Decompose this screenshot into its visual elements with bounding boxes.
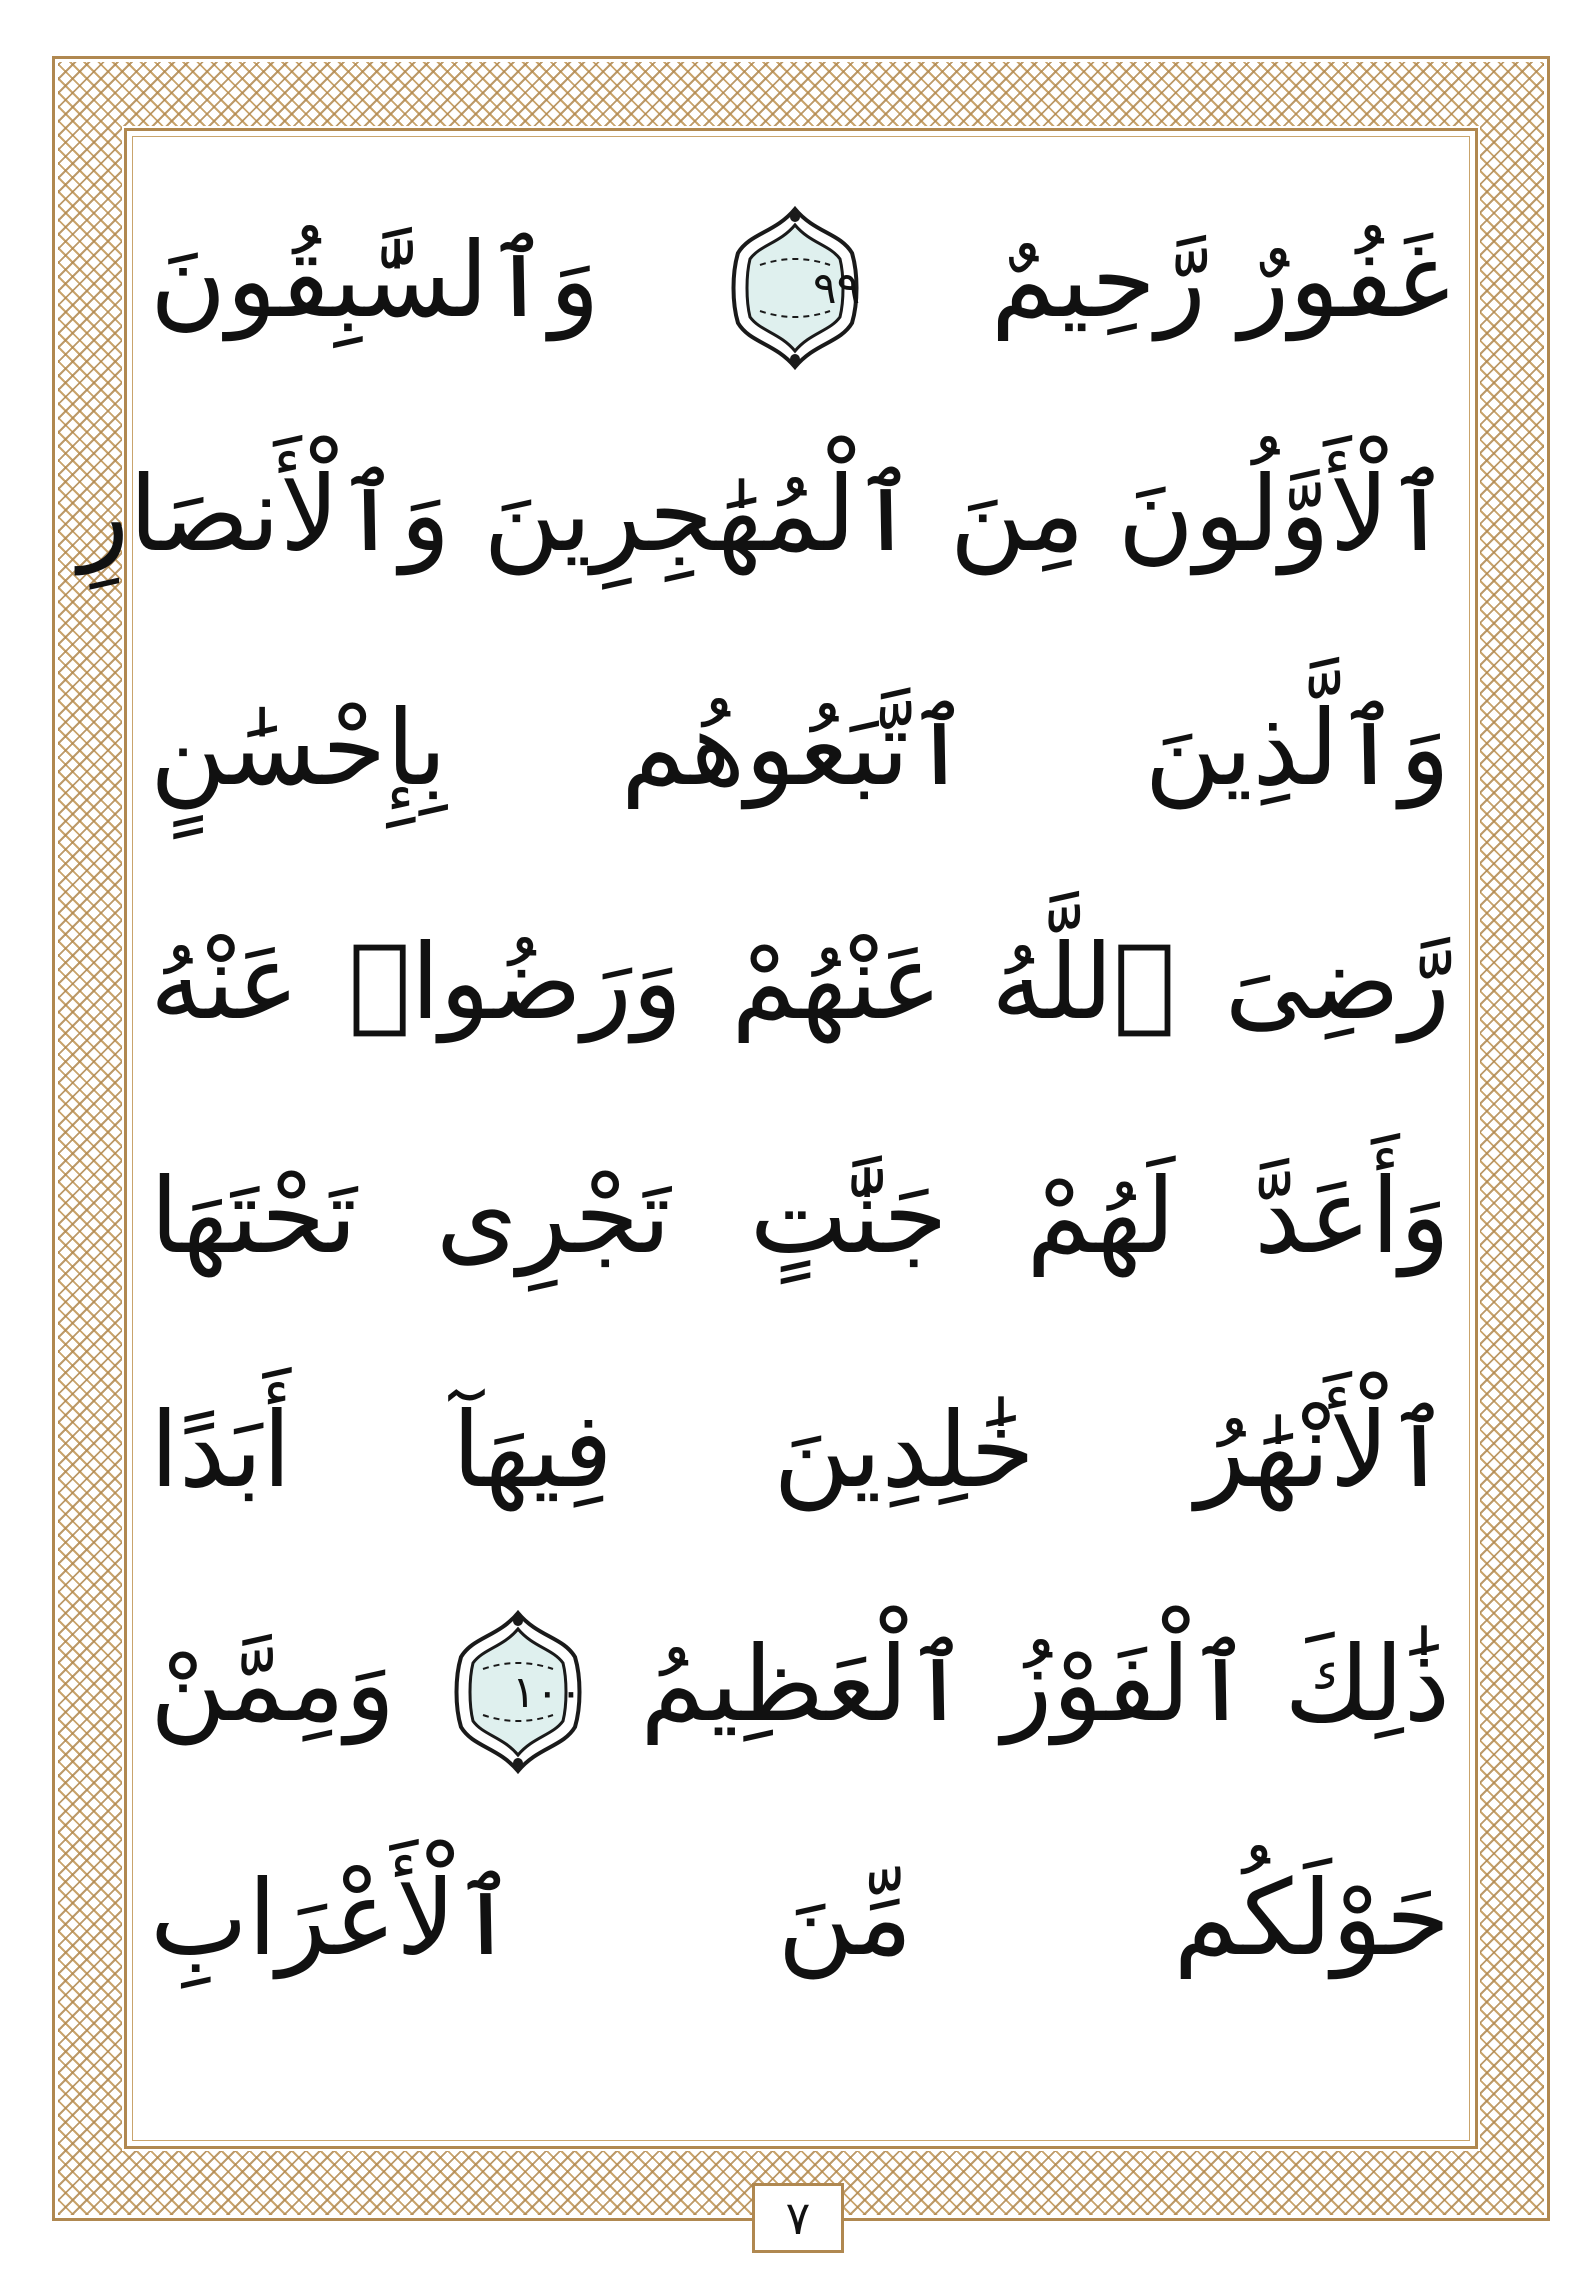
ayah-number: ٩٩: [813, 262, 861, 314]
ayah-number: ١٠٠: [511, 1666, 583, 1718]
verse-line-3: وَٱلَّذِينَ ٱتَّبَعُوهُم بِإِحْسَٰنٍ: [150, 687, 1450, 809]
verse-line-7-before: ذَٰلِكَ ٱلْفَوْزُ ٱلْعَظِيمُ: [640, 1623, 1451, 1745]
verse-line-1-before: غَفُورٌ رَّحِيمٌ: [990, 219, 1450, 341]
verse-line-8: حَوْلَكُم مِّنَ ٱلْأَعْرَابِ: [150, 1857, 1450, 1979]
ayah-marker-99: [730, 203, 860, 373]
verse-line-1: [150, 180, 1450, 380]
verse-text-block: [78, 180, 1451, 2080]
verse-line-4: رَّضِىَ ٱللَّهُ عَنْهُمْ وَرَضُوا۟ عَنْهُ: [150, 921, 1450, 1043]
page-number-box: [752, 2183, 844, 2253]
verse-line-1-after: وَٱلسَّٰبِقُونَ: [150, 219, 600, 341]
verse-line-7: [150, 1584, 1450, 1784]
verse-line-7-after: وَمِمَّنْ: [150, 1623, 396, 1745]
ayah-marker-100: [453, 1607, 583, 1777]
verse-line-2: ٱلْأَوَّلُونَ مِنَ ٱلْمُهَٰجِرِينَ وَٱلْأَنصَارِ: [78, 453, 1450, 575]
page-number: ٧: [785, 2191, 811, 2245]
verse-line-6: ٱلْأَنْهَٰرُ خَٰلِدِينَ فِيهَآ أَبَدًا: [150, 1389, 1450, 1511]
verse-line-5: وَأَعَدَّ لَهُمْ جَنَّٰتٍ تَجْرِى تَحْتَهَا: [150, 1155, 1450, 1277]
